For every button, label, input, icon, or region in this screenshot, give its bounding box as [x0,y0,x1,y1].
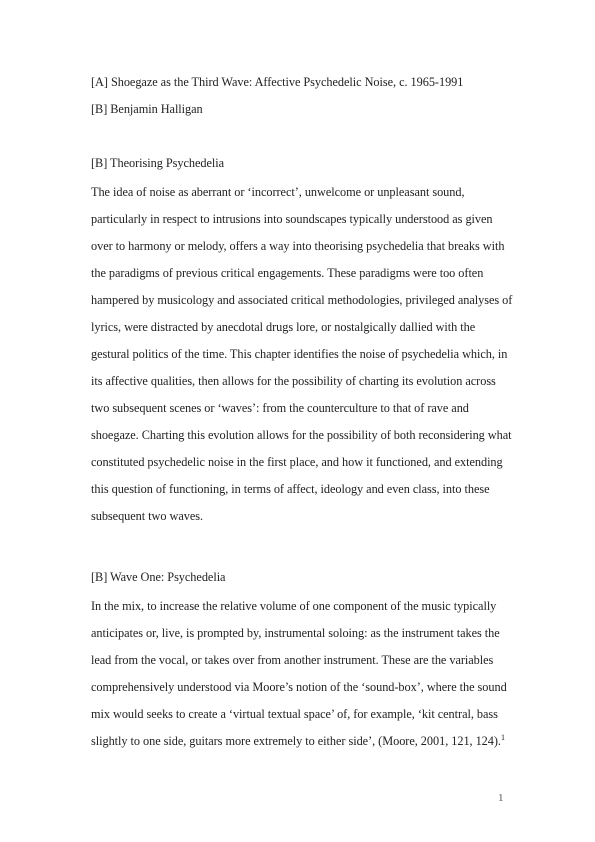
body-line: mix would seeks to create a ‘virtual textual space’ of, for example, ‘kit central, bass [91,707,498,721]
section-heading-wave-one: [B] Wave One: Psychedelia [91,570,226,584]
body-line: comprehensively understood via Moore’s notion of the ‘sound-box’, where the sound [91,680,507,694]
body-line: shoegaze. Charting this evolution allows for the possibility of both reconsidering what [91,428,512,442]
body-line: constituted psychedelic noise in the first place, and how it functioned, and extending [91,455,503,469]
body-line: hampered by musicology and associated critical methodologies, privileged analyses of [91,293,513,307]
body-line: this question of functioning, in terms of affect, ideology and even class, into these [91,482,490,496]
chapter-title: [A] Shoegaze as the Third Wave: Affective Psychedelic Noise, c. 1965-1991 [91,75,464,89]
body-line-with-footnote [91,734,505,748]
body-line: gestural politics of the time. This chapter identifies the noise of psychedelia which, in [91,347,508,361]
body-line: subsequent two waves. [91,509,203,523]
footnote-marker[interactable]: 1 [500,732,505,742]
author-name: [B] Benjamin Halligan [91,102,203,116]
body-line: over to harmony or melody, offers a way into theorising psychedelia that breaks with [91,239,505,253]
body-line: the paradigms of previous critical engagements. These paradigms were too often [91,266,484,280]
body-line: particularly in respect to intrusions into soundscapes typically understood as given [91,212,493,226]
section-heading-theorising: [B] Theorising Psychedelia [91,156,225,170]
body-line: anticipates or, live, is prompted by, instrumental soloing: as the instrument takes the [91,626,500,640]
body-line: The idea of noise as aberrant or ‘incorrect’, unwelcome or unpleasant sound, [91,185,465,199]
body-line: In the mix, to increase the relative volume of one component of the music typically [91,599,497,613]
body-line: its affective qualities, then allows for the possibility of charting its evolution across [91,374,496,388]
body-line: lead from the vocal, or takes over from another instrument. These are the variables [91,653,494,667]
page-number: 1 [498,792,504,804]
body-line: lyrics, were distracted by anecdotal drugs lore, or nostalgically dallied with the [91,320,476,334]
body-line: two subsequent scenes or ‘waves’: from the counterculture to that of rave and [91,401,469,415]
body-line-text: slightly to one side, guitars more extremely to either side’, (Moore, 2001, 121, 124). [91,734,501,748]
